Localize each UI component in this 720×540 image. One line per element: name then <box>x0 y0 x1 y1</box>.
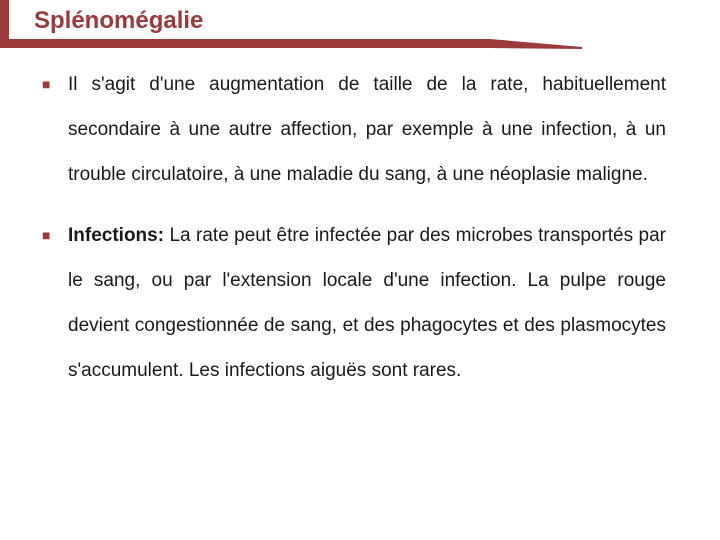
bullet-text: Il s'agit d'une augmentation de taille de la rate, habituellement secondaire à une autre affection, par exemple à une infection, à un trouble circulatoire, à une maladie du sang, à une néoplasie maligne. <box>68 74 666 185</box>
bullet-item <box>42 213 666 393</box>
bullet-lead: Infections: <box>68 225 165 246</box>
bullet-item <box>42 62 666 197</box>
slide-title: Splénomégalie <box>34 7 204 34</box>
square-bullet-icon: ■ <box>42 227 51 243</box>
title-underline <box>0 38 582 50</box>
square-bullet-icon: ■ <box>42 76 51 92</box>
bullet-text: La rate peut être infectée par des microbes transportés par le sang, ou par l'extension locale d'une infection. La pulpe rouge devient congestionnée de sang, et des phagocytes et des plasmocytes s'accumulent. Les infections aiguës sont rares. <box>68 225 666 381</box>
bullet-list <box>42 62 666 409</box>
